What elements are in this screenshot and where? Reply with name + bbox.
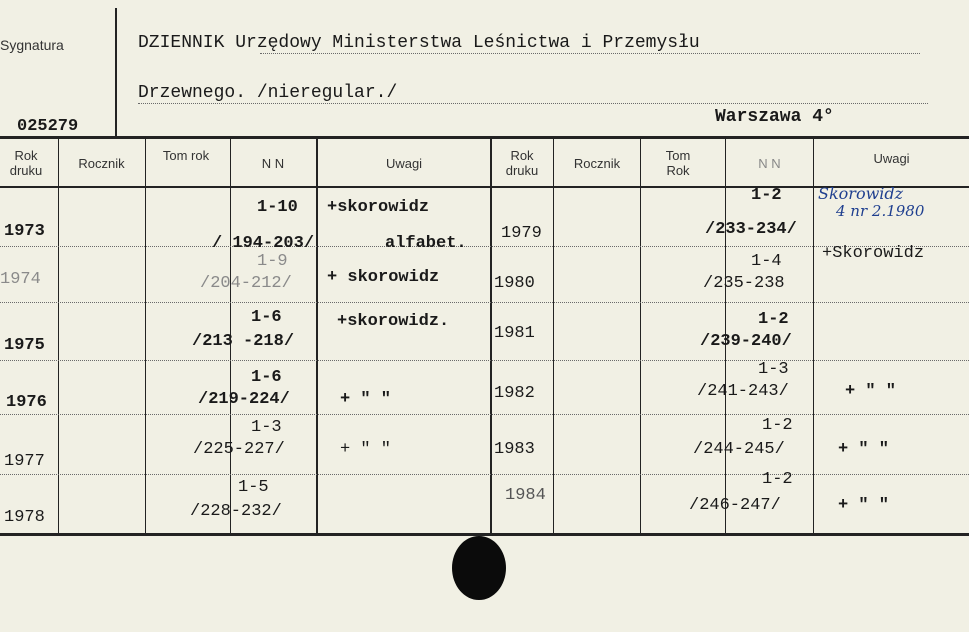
year-cell: 1981: [494, 324, 535, 343]
col-uwagi: Uwagi: [385, 156, 423, 171]
nn-range-cell: /213 -218/: [192, 332, 295, 351]
note-cell: +skorowidz.: [337, 312, 450, 331]
year-cell: 1975: [4, 336, 45, 355]
nn-range-cell: /228-232/: [190, 502, 282, 521]
nn-top-cell: 1-6: [251, 308, 282, 327]
nn-top-cell: 1-6: [251, 368, 282, 387]
title-line-1: DZIENNIK Urzędowy Ministerstwa Leśnictwa i Przemysłu: [138, 33, 700, 53]
note-cell: + " ": [340, 390, 392, 409]
handwritten-note-line1: Skorowidz: [818, 184, 904, 203]
nn-top-cell: 1-2: [762, 416, 793, 435]
nn-top-cell: 1-5: [238, 478, 269, 497]
nn-range-cell: /225-227/: [193, 440, 285, 459]
col-rok-druku-right: Rok druku: [505, 148, 539, 178]
nn-range-cell: /241-243/: [697, 382, 789, 401]
sygnatura-label: Sygnatura: [0, 37, 64, 53]
note-cell: + " ": [838, 440, 890, 459]
nn-top-cell: 1-4: [751, 252, 782, 271]
nn-range-cell: /246-247/: [689, 496, 781, 515]
col-rok-druku: Rok druku: [9, 148, 43, 178]
nn-top-cell: 1-2: [762, 470, 793, 489]
place-format: Warszawa 4°: [715, 107, 834, 127]
year-cell: 1979: [501, 224, 542, 243]
nn-top-cell: 1-2: [751, 186, 782, 205]
nn-range-cell: /235-238: [703, 274, 785, 293]
note-cell: + " ": [340, 440, 392, 459]
note-cell: +skorowidz: [327, 198, 430, 217]
note-cell: + " ": [845, 382, 897, 401]
nn-range-cell: /219-224/: [198, 390, 290, 409]
year-cell: 1984: [505, 486, 546, 505]
punch-hole: [452, 536, 506, 600]
nn-top-cell: 1-10: [257, 198, 298, 217]
year-cell: 1983: [494, 440, 535, 459]
col-rocznik: Rocznik: [78, 156, 125, 171]
nn-top-cell: 1-3: [251, 418, 282, 437]
col-rocznik-right: Rocznik: [573, 156, 621, 171]
col-nn-right: N N: [758, 156, 781, 171]
year-cell: 1973: [4, 222, 45, 241]
note-cell: + " ": [838, 496, 890, 515]
note-cell: +Skorowidz: [822, 244, 925, 263]
title-line-2: Drzewnego. /nieregular./: [138, 83, 398, 103]
sygnatura-number: 025279: [17, 117, 79, 136]
nn-top-cell: 1-9: [257, 252, 288, 271]
year-cell: 1976: [6, 393, 47, 412]
year-cell: 1982: [494, 384, 535, 403]
year-cell: 1980: [494, 274, 535, 293]
col-tom-rok: Tom rok: [162, 148, 210, 163]
nn-range-cell: / 194-203/: [212, 234, 315, 253]
nn-range-cell: /204-212/: [200, 274, 292, 293]
year-cell: 1974: [0, 270, 41, 289]
nn-range-cell: /244-245/: [693, 440, 785, 459]
year-cell: 1977: [4, 452, 45, 471]
col-uwagi-right: Uwagi: [873, 151, 910, 166]
col-nn: N N: [261, 156, 285, 171]
handwritten-note-line2: 4 nr 2.1980: [836, 202, 925, 220]
year-cell: 1978: [4, 508, 45, 527]
nn-range-cell: /239-240/: [700, 332, 792, 351]
nn-range-cell: /233-234/: [705, 220, 797, 239]
note-cell: + skorowidz: [327, 268, 440, 287]
nn-top-cell: 1-2: [758, 310, 789, 329]
note-cell-2: alfabet.: [385, 234, 467, 253]
nn-top-cell: 1-3: [758, 360, 789, 379]
col-tom-rok-right: Tom Rok: [665, 148, 691, 178]
